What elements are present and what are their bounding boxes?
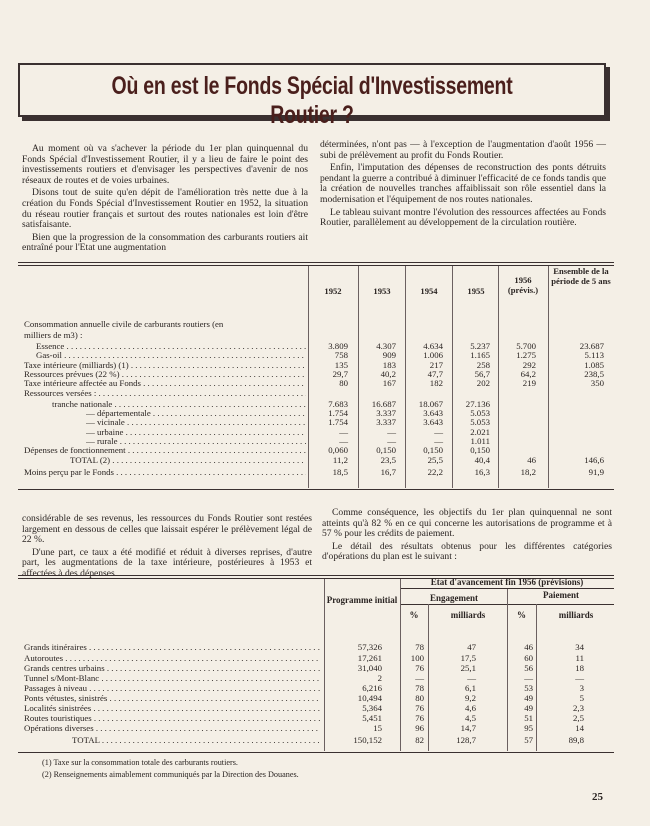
- table1-cell: 1.085: [584, 360, 604, 370]
- table2-cell: 10,494: [357, 693, 382, 703]
- table1-row-label: Consommation annuelle civile de carburants routiers (en: [24, 320, 224, 329]
- table2-header-paiement: Paiement: [543, 590, 579, 600]
- table1-cell: 80: [339, 378, 348, 388]
- table1-cell: —: [339, 436, 348, 446]
- intro-left-paragraph: Au moment où va s'achever la période du 1er plan quinquennal du Fonds Spécial d'Investissement Routier, il y a lieu de faire le point des investissements routiers et d'envisager les perspectives d'avenir de nos réseaux de routes et de voies urbaines.: [22, 143, 308, 186]
- table2-cell: 6,216: [362, 683, 382, 693]
- table1-cell: 146,6: [584, 455, 604, 465]
- table1-row-label: Taxe intérieure (milliards) (1) . . .: [24, 361, 306, 370]
- page-title: Où en est le Fonds Spécial d'Investissement Routier ?: [111, 72, 513, 129]
- table1-cell: 3.337: [376, 408, 396, 418]
- table1-cell: 5.700: [516, 341, 536, 351]
- footnote: (2) Renseignements aimablement communiqués par la Direction des Douanes.: [42, 770, 299, 779]
- table1-row-label: tranche nationale . . .: [52, 400, 306, 409]
- table2-cell: 100: [410, 653, 424, 663]
- table1-cell: —: [434, 427, 443, 437]
- table2-cell: 11: [575, 653, 584, 663]
- middle-left-paragraph: considérable de ses revenus, les ressources du Fonds Routier sont restées largement en dessous de celles que laissait espérer le prélèvement légal de 22 %.: [22, 513, 312, 546]
- table1-cell: 758: [334, 350, 348, 360]
- footnote: (1) Taxe sur la consommation totale des carburants routiers.: [42, 758, 238, 767]
- table1-cell: 16,7: [380, 467, 396, 477]
- table1-cell: 1.754: [328, 417, 348, 427]
- table1-cell: 27.136: [465, 399, 490, 409]
- table1-cell: 292: [522, 360, 536, 370]
- table1-cell: 40,4: [474, 455, 490, 465]
- table1-cell: 4.307: [376, 341, 396, 351]
- middle-right-paragraph: Comme conséquence, les objectifs du 1er plan quinquennal ne sont atteints qu'à 82 % en ce qui concerne les autorisations de programme et à 57 % pour les crédits de paiement.: [322, 507, 612, 540]
- table2-cell: 5: [579, 693, 584, 703]
- table1-cell: 3.337: [376, 417, 396, 427]
- table2-cell: —: [575, 673, 584, 683]
- table1-cell: 16.687: [371, 399, 396, 409]
- table1-header-1954: 1954: [420, 286, 438, 296]
- intro-right-paragraph: Enfin, l'imputation des dépenses de reconstruction des ponts détruits pendant la guerre a contribué à diminuer l'efficacité de ce fonds tandis que la création de nouvelles tranches affaiblissait son rôle essentiel dans la modernisation et l'équipement de nos routes nationales.: [320, 162, 606, 205]
- table1-cell: 219: [522, 378, 536, 388]
- intro-right-paragraph: Le tableau suivant montre l'évolution des ressources affectées au Fonds Routier, parallèlement au développement de la circulation routière.: [320, 206, 606, 229]
- table1-header-1955: 1955: [467, 286, 485, 296]
- table1-row-label: Taxe intérieure affectée au Fonds . . .: [24, 379, 306, 388]
- table2-cell: 96: [415, 723, 424, 733]
- table1-cell: 22,2: [427, 467, 443, 477]
- table2-cell: 2: [377, 673, 382, 683]
- table2-cell: —: [467, 673, 476, 683]
- table1-cell: 5.237: [470, 341, 490, 351]
- table1-cell: 16,3: [474, 467, 490, 477]
- table1-row-label: milliers de m3) :: [24, 331, 83, 340]
- table1-cell: 18.067: [418, 399, 443, 409]
- table1-row-label: — urbaine . . .: [86, 428, 306, 437]
- table1-cell: 3.643: [423, 417, 443, 427]
- table2-cell: 25,1: [460, 663, 476, 673]
- table2-cell: 76: [415, 663, 424, 673]
- table1-cell: 56,7: [474, 369, 490, 379]
- table2-row-label: Tunnel s/Mont-Blanc . . .: [24, 674, 320, 683]
- table1-row-label: — rurale . . .: [86, 437, 306, 446]
- table2-header-paiement-pct: %: [517, 610, 526, 620]
- table2-header-paiement-milliards: milliards: [558, 610, 594, 620]
- table1-cell: 1.006: [423, 350, 443, 360]
- table1-cell: 3.809: [328, 341, 348, 351]
- middle-left-paragraph: D'une part, ce taux a été modifié et réduit à diverses reprises, d'autre part, les augmentations de la taxe intérieure, postérieures à 1953 et affectées à des dépenses: [22, 546, 312, 579]
- table1-row-label: Gas-oil . . .: [36, 351, 306, 360]
- table2-row-label: Autoroutes . . .: [24, 654, 320, 663]
- table1-cell: 18,2: [520, 467, 536, 477]
- table1-cell: 5.053: [470, 408, 490, 418]
- table2-cell: 4,5: [465, 713, 476, 723]
- intro-right-paragraph: déterminées, n'ont pas — à l'exception de l'augmentation d'août 1956 — subi de prélèvement au profit du Fonds Routier.: [320, 139, 606, 161]
- table1-cell: 1.011: [470, 436, 490, 446]
- table1-cell: 0,060: [328, 445, 348, 455]
- table2-cell: 47: [467, 642, 476, 652]
- table2-cell: 128,7: [456, 735, 476, 745]
- table2-cell: 150,152: [353, 735, 382, 745]
- table1-cell: 1.165: [470, 350, 490, 360]
- table1-cell: 46: [527, 455, 536, 465]
- table2-cell: 34: [575, 642, 584, 652]
- table1-cell: 167: [382, 378, 396, 388]
- table2-row-label: Ponts vétustes, sinistrés . . .: [24, 694, 320, 703]
- table1-row-label: — départementale . . .: [86, 409, 306, 418]
- table2-cell: 95: [524, 723, 533, 733]
- table2-header-engagement-milliards: milliards: [450, 610, 486, 620]
- table2-cell: 14: [575, 723, 584, 733]
- middle-right-paragraph: Le détail des résultats obtenus pour les différentes catégories d'opérations du plan est le suivant :: [322, 540, 612, 563]
- table1-row-label: Dépenses de fonctionnement . . .: [24, 446, 306, 455]
- table1-row-label: TOTAL (2) . . .: [70, 456, 306, 465]
- table1-cell: 25,5: [427, 455, 443, 465]
- table1-cell: 5.053: [470, 417, 490, 427]
- table2-cell: 15: [373, 723, 382, 733]
- table2-cell: 2,5: [573, 713, 584, 723]
- table1-cell: 0,150: [423, 445, 443, 455]
- table1-cell: 1.754: [328, 408, 348, 418]
- page-number: 25: [592, 791, 603, 803]
- table2-cell: —: [524, 673, 533, 683]
- table2-cell: 57: [524, 735, 533, 745]
- table1-cell: 29,7: [332, 369, 348, 379]
- table1-header-1956: 1956 (prévis.): [507, 275, 539, 295]
- table2-row-label: TOTAL . . .: [72, 736, 320, 745]
- table2-cell: 56: [524, 663, 533, 673]
- table2-row-label: Grands centres urbains . . .: [24, 664, 320, 673]
- table1-row-label: Ressources prévues (22 %) . . .: [24, 370, 306, 379]
- table1-cell: 238,5: [584, 369, 604, 379]
- table1-cell: 182: [429, 378, 443, 388]
- table1-cell: 2.021: [470, 427, 490, 437]
- table2-cell: 9,2: [465, 693, 476, 703]
- table1-cell: 258: [476, 360, 490, 370]
- table2-cell: 4,6: [465, 703, 476, 713]
- table1-cell: 909: [382, 350, 396, 360]
- table2-row-label: Opérations diverses . . .: [24, 724, 320, 733]
- table2-cell: 49: [524, 703, 533, 713]
- table1-header-1952: 1952: [324, 286, 342, 296]
- table2-cell: 14,7: [460, 723, 476, 733]
- table2-row-label: Passages à niveau . . .: [24, 684, 320, 693]
- table2-cell: 82: [415, 735, 424, 745]
- table2-cell: 46: [524, 642, 533, 652]
- table1-cell: 0,150: [376, 445, 396, 455]
- table2-header-programme: Programme initial: [326, 595, 398, 605]
- table1-row-label: Ressources versées : . . .: [24, 389, 306, 398]
- table2-cell: 76: [415, 713, 424, 723]
- table2-cell: 6,1: [465, 683, 476, 693]
- table2-cell: 5,364: [362, 703, 382, 713]
- table2-cell: 31,040: [357, 663, 382, 673]
- table2-cell: 3: [579, 683, 584, 693]
- table1-cell: 0,150: [470, 445, 490, 455]
- table1-header-1953: 1953: [373, 286, 391, 296]
- table2-cell: 17,261: [357, 653, 382, 663]
- table2-cell: 2,3: [573, 703, 584, 713]
- table2-cell: 78: [415, 683, 424, 693]
- table2-cell: 53: [524, 683, 533, 693]
- table2-cell: 51: [524, 713, 533, 723]
- table2-header-engagement: Engagement: [430, 593, 478, 603]
- table2-cell: 5,451: [362, 713, 382, 723]
- table1-cell: 217: [429, 360, 443, 370]
- table2-cell: 89,8: [568, 735, 584, 745]
- table2-row-label: Localités sinistrées . . .: [24, 704, 320, 713]
- table1-cell: 5.113: [584, 350, 604, 360]
- table2-cell: 80: [415, 693, 424, 703]
- table1-cell: 11,2: [332, 455, 348, 465]
- table1-cell: —: [339, 427, 348, 437]
- table2-row-label: Grands itinéraires . . .: [24, 643, 320, 652]
- table1-cell: 1.275: [516, 350, 536, 360]
- table2-cell: 57,326: [357, 642, 382, 652]
- table1-cell: 23.687: [579, 341, 604, 351]
- table2-header-main: Etat d'avancement fin 1956 (prévisions): [430, 577, 584, 587]
- table2-cell: 49: [524, 693, 533, 703]
- table2-cell: 78: [415, 642, 424, 652]
- table1-cell: 202: [476, 378, 490, 388]
- table1-row-label: Moins perçu par le Fonds . . .: [24, 468, 306, 477]
- table1-row-label: Essence . . .: [36, 342, 306, 351]
- table2-header-engagement-pct: %: [409, 610, 419, 620]
- table1-header-total-period: Ensemble de la période de 5 ans: [551, 266, 611, 286]
- table1-cell: 7.683: [328, 399, 348, 409]
- table1-cell: 40,2: [380, 369, 396, 379]
- table1-row-label: — vicinale . . .: [86, 418, 306, 427]
- table2-cell: 18: [575, 663, 584, 673]
- intro-left-paragraph: Disons tout de suite qu'en dépit de l'amélioration très nette due à la création du Fonds Spécial d'Investissement Routier en 1952, la situation du réseau routier français et surtout des routes nationales est loin d'être satisfaisante.: [22, 187, 308, 231]
- table1-cell: 4.634: [423, 341, 443, 351]
- table1-cell: 183: [382, 360, 396, 370]
- table2-cell: 17,5: [460, 653, 476, 663]
- table1-cell: 3.643: [423, 408, 443, 418]
- table1-cell: —: [387, 427, 396, 437]
- table1-cell: —: [434, 436, 443, 446]
- table1-cell: 135: [334, 360, 348, 370]
- table1-cell: 350: [590, 378, 604, 388]
- table1-cell: 91,9: [588, 467, 604, 477]
- table1-cell: 18,5: [332, 467, 348, 477]
- table2-cell: 76: [415, 703, 424, 713]
- table2-cell: —: [415, 673, 424, 683]
- table2-row-label: Routes touristiques . . .: [24, 714, 320, 723]
- table1-cell: —: [387, 436, 396, 446]
- intro-left-paragraph: Bien que la progression de la consommation des carburants routiers ait entraîné pour l'Etat une augmentation: [22, 231, 308, 254]
- table1-cell: 64,2: [520, 369, 536, 379]
- table2-cell: 60: [524, 653, 533, 663]
- table1-cell: 23,5: [380, 455, 396, 465]
- table1-cell: 47,7: [427, 369, 443, 379]
